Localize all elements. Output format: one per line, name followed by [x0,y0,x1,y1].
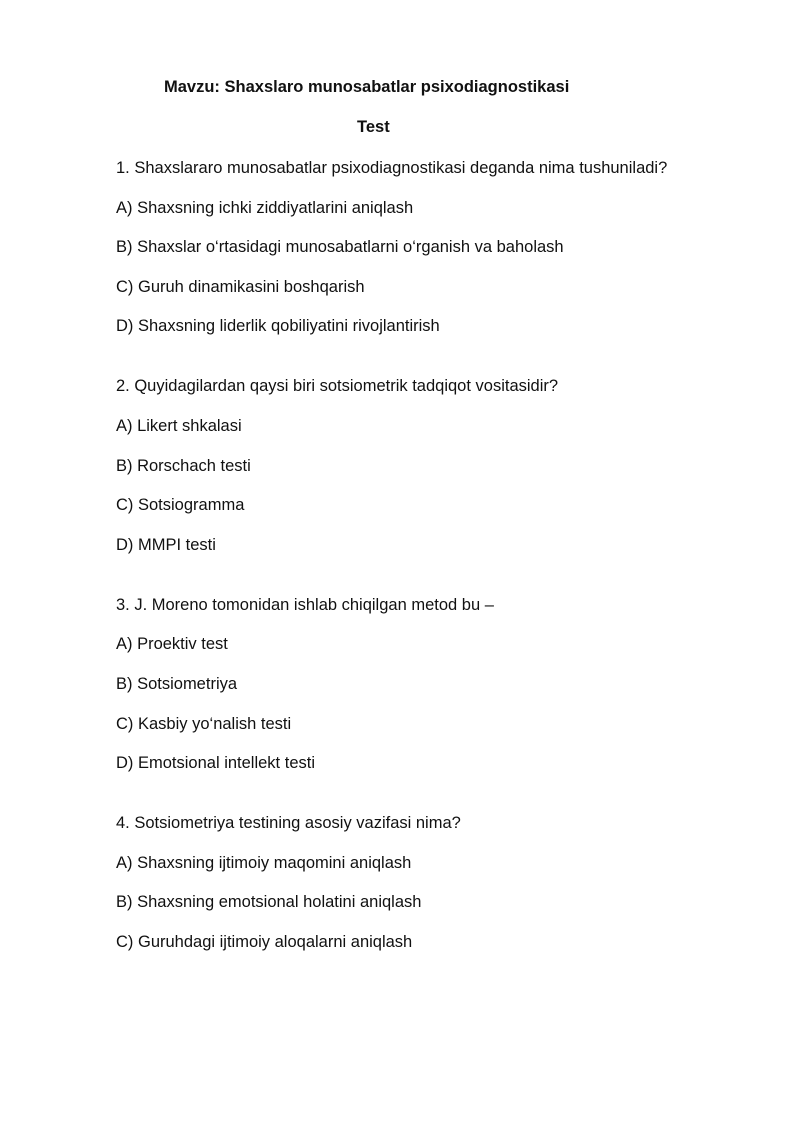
answer-option: A) Shaxsning ijtimoiy maqomini aniqlash [116,853,412,872]
answer-option: C) Kasbiy yo‘nalish testi [116,714,292,733]
question-text: 4. Sotsiometriya testining asosiy vazifasi nima? [116,814,461,833]
answer-option: B) Sotsiometriya [116,674,238,693]
document-subtitle: Test [357,118,390,136]
question-list [116,158,756,992]
answer-option: A) Shaxsning ichki ziddiyatlarini aniqlash [116,198,414,217]
answer-option: D) Emotsional intellekt testi [116,754,315,773]
question-2 [116,376,756,554]
answer-option: C) Sotsiogramma [116,496,245,515]
question-4 [116,813,756,952]
answer-option: C) Guruhdagi ijtimoiy aloqalarni aniqlash [116,932,413,951]
question-text: 1. Shaxslararo munosabatlar psixodiagnostikasi deganda nima tushuniladi? [116,159,668,177]
answer-option: B) Rorschach testi [116,456,251,475]
question-text: 2. Quyidagilardan qaysi biri sotsiometrik tadqiqot vositasidir? [116,377,559,396]
question-3 [116,595,756,773]
answer-option: D) Shaxsning liderlik qobiliyatini rivojlantirish [116,317,440,336]
document-title: Mavzu: Shaxslaro munosabatlar psixodiagnostikasi [164,78,570,96]
answer-option: B) Shaxsning emotsional holatini aniqlash [116,893,422,912]
answer-option: A) Proektiv test [116,635,228,654]
answer-option: C) Guruh dinamikasini boshqarish [116,277,365,296]
question-1 [116,158,756,336]
answer-option: B) Shaxslar o‘rtasidagi munosabatlarni o‘rganish va baholash [116,238,564,257]
answer-option: A) Likert shkalasi [116,416,242,435]
question-text: 3. J. Moreno tomonidan ishlab chiqilgan metod bu – [116,595,494,614]
answer-option: D) MMPI testi [116,535,216,554]
